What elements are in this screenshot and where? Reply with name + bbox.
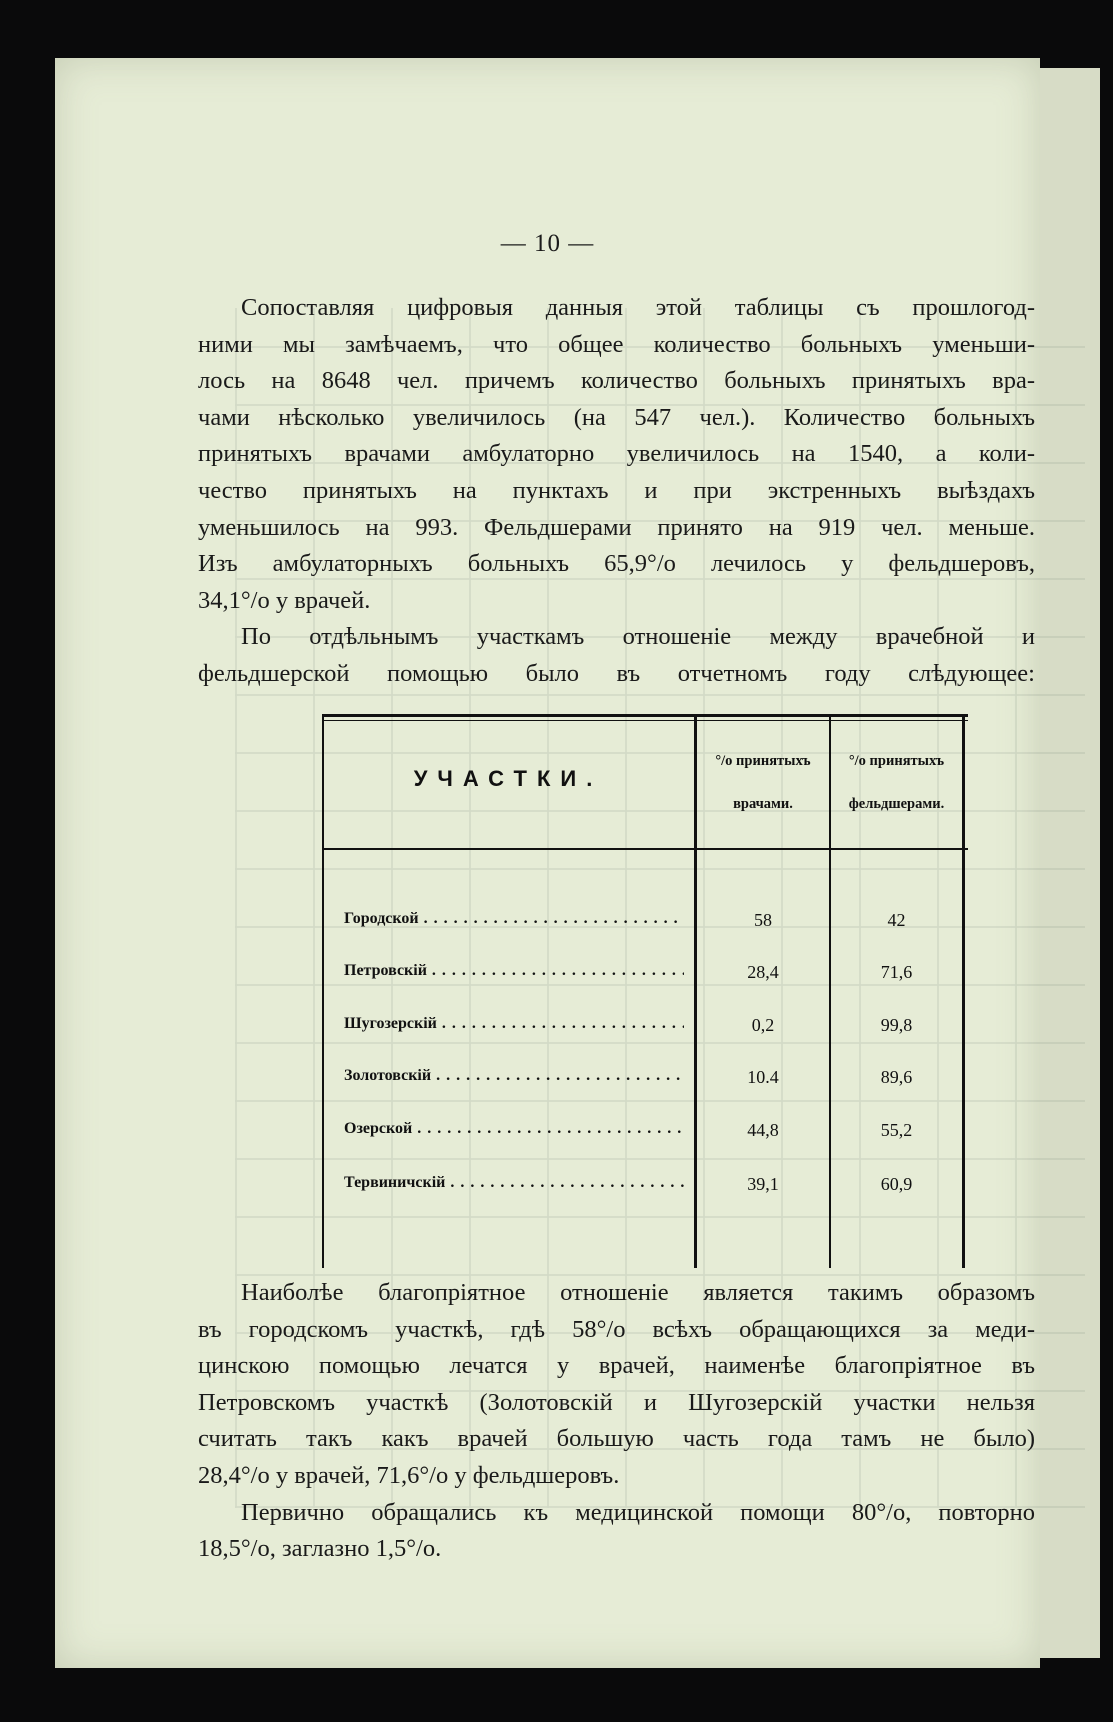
district-name: Городской . . . xyxy=(344,910,684,928)
text-line: принятыхъ врачами амбулаторно увеличилось на 1540, а коли- xyxy=(198,440,1035,468)
table-row xyxy=(322,1120,962,1150)
district-name: Озерской . . . xyxy=(344,1120,684,1138)
text-line: ними мы замѣчаемъ, что общее количество больныхъ уменьши- xyxy=(198,330,1035,358)
feldshers-percent: 71,6 xyxy=(880,962,913,982)
table-row xyxy=(322,962,962,992)
doctors-percent: 0,2 xyxy=(751,1015,775,1035)
table-top-rule xyxy=(322,714,968,717)
text-line: Первично обращались къ медицинской помощи 80°/о, повторно xyxy=(241,1498,1035,1526)
feldshers-percent: 42 xyxy=(887,910,906,930)
doctors-percent: 28,4 xyxy=(747,962,779,982)
text-line: фельдшерской помощью было въ отчетномъ году слѣдующее: xyxy=(198,659,1035,687)
district-name: Золотовскій . . . xyxy=(344,1067,684,1085)
body-text-bottom xyxy=(198,1275,1035,1568)
table-top-rule-thin xyxy=(322,720,968,721)
feldshers-percent: 55,2 xyxy=(880,1120,913,1140)
doctors-percent: 44,8 xyxy=(747,1120,779,1140)
text-line: чами нѣсколько увеличилось (на 547 чел.). Количество больныхъ xyxy=(198,403,1035,431)
text-line: въ городскомъ участкѣ, гдѣ 58°/о всѣхъ обращающихся за меди- xyxy=(198,1315,1035,1343)
adjacent-page-edge xyxy=(1040,68,1100,1658)
table-row xyxy=(322,1015,962,1045)
feldshers-percent: 60,9 xyxy=(880,1174,913,1194)
doctors-percent: 10.4 xyxy=(747,1067,779,1087)
table-vline xyxy=(962,716,965,1268)
table-header-doctors: °/о принятыхъ xyxy=(715,753,811,769)
text-line: Наиболѣе благопріятное отношеніе является такимъ образомъ xyxy=(241,1279,1035,1306)
text-line: 18,5°/о, заглазно 1,5°/о. xyxy=(198,1535,442,1563)
table-header-feldshers-sub: фельдшерами. xyxy=(848,796,945,812)
text-line: По отдѣльнымъ участкамъ отношеніе между врачебной и xyxy=(241,623,1035,651)
table-row xyxy=(322,1174,962,1204)
text-line: Изъ амбулаторныхъ больныхъ 65,9°/о лечилось у фельдшеровъ, xyxy=(198,550,1035,578)
text-line: уменьшилось на 993. Фельдшерами принято на 919 чел. меньше. xyxy=(198,513,1035,541)
text-line: цинскою помощью лечатся у врачей, наименѣе благопріятное въ xyxy=(198,1352,1035,1380)
districts-table xyxy=(322,710,968,1268)
district-name: Тервиничскій . . . xyxy=(344,1174,684,1192)
page-number: — 10 — xyxy=(500,230,595,257)
table-header-doctors-sub: врачами. xyxy=(733,796,793,812)
text-line: 28,4°/о у врачей, 71,6°/о у фельдшеровъ. xyxy=(198,1461,620,1489)
text-line: 34,1°/о у врачей. xyxy=(198,586,371,614)
body-text-top xyxy=(198,290,1035,693)
text-line: Сопоставляя цифровыя данныя этой таблицы съ прошлогод- xyxy=(241,294,1035,321)
feldshers-percent: 99,8 xyxy=(880,1015,913,1035)
table-row xyxy=(322,1067,962,1097)
district-name: Шугозерскій . . . xyxy=(344,1015,684,1033)
table-header-feldshers: °/о принятыхъ xyxy=(848,753,945,769)
text-line: чество принятыхъ на пунктахъ и при экстренныхъ выѣздахъ xyxy=(198,476,1035,504)
text-line: Петровскомъ участкѣ (Золотовскій и Шугозерскій участки нельзя xyxy=(198,1388,1035,1416)
doctors-percent: 39,1 xyxy=(747,1174,779,1194)
table-header-rule xyxy=(322,848,968,850)
text-line: лось на 8648 чел. причемъ количество больныхъ принятыхъ вра- xyxy=(198,367,1035,395)
district-name: Петровскій . . . xyxy=(344,962,684,980)
doctors-percent: 58 xyxy=(754,910,772,930)
document-page xyxy=(55,58,1040,1668)
feldshers-percent: 89,6 xyxy=(880,1067,913,1087)
table-row xyxy=(322,910,962,940)
table-header-districts: УЧАСТКИ. xyxy=(413,766,603,791)
text-line: считать такъ какъ врачей большую часть года тамъ не было) xyxy=(198,1425,1035,1453)
